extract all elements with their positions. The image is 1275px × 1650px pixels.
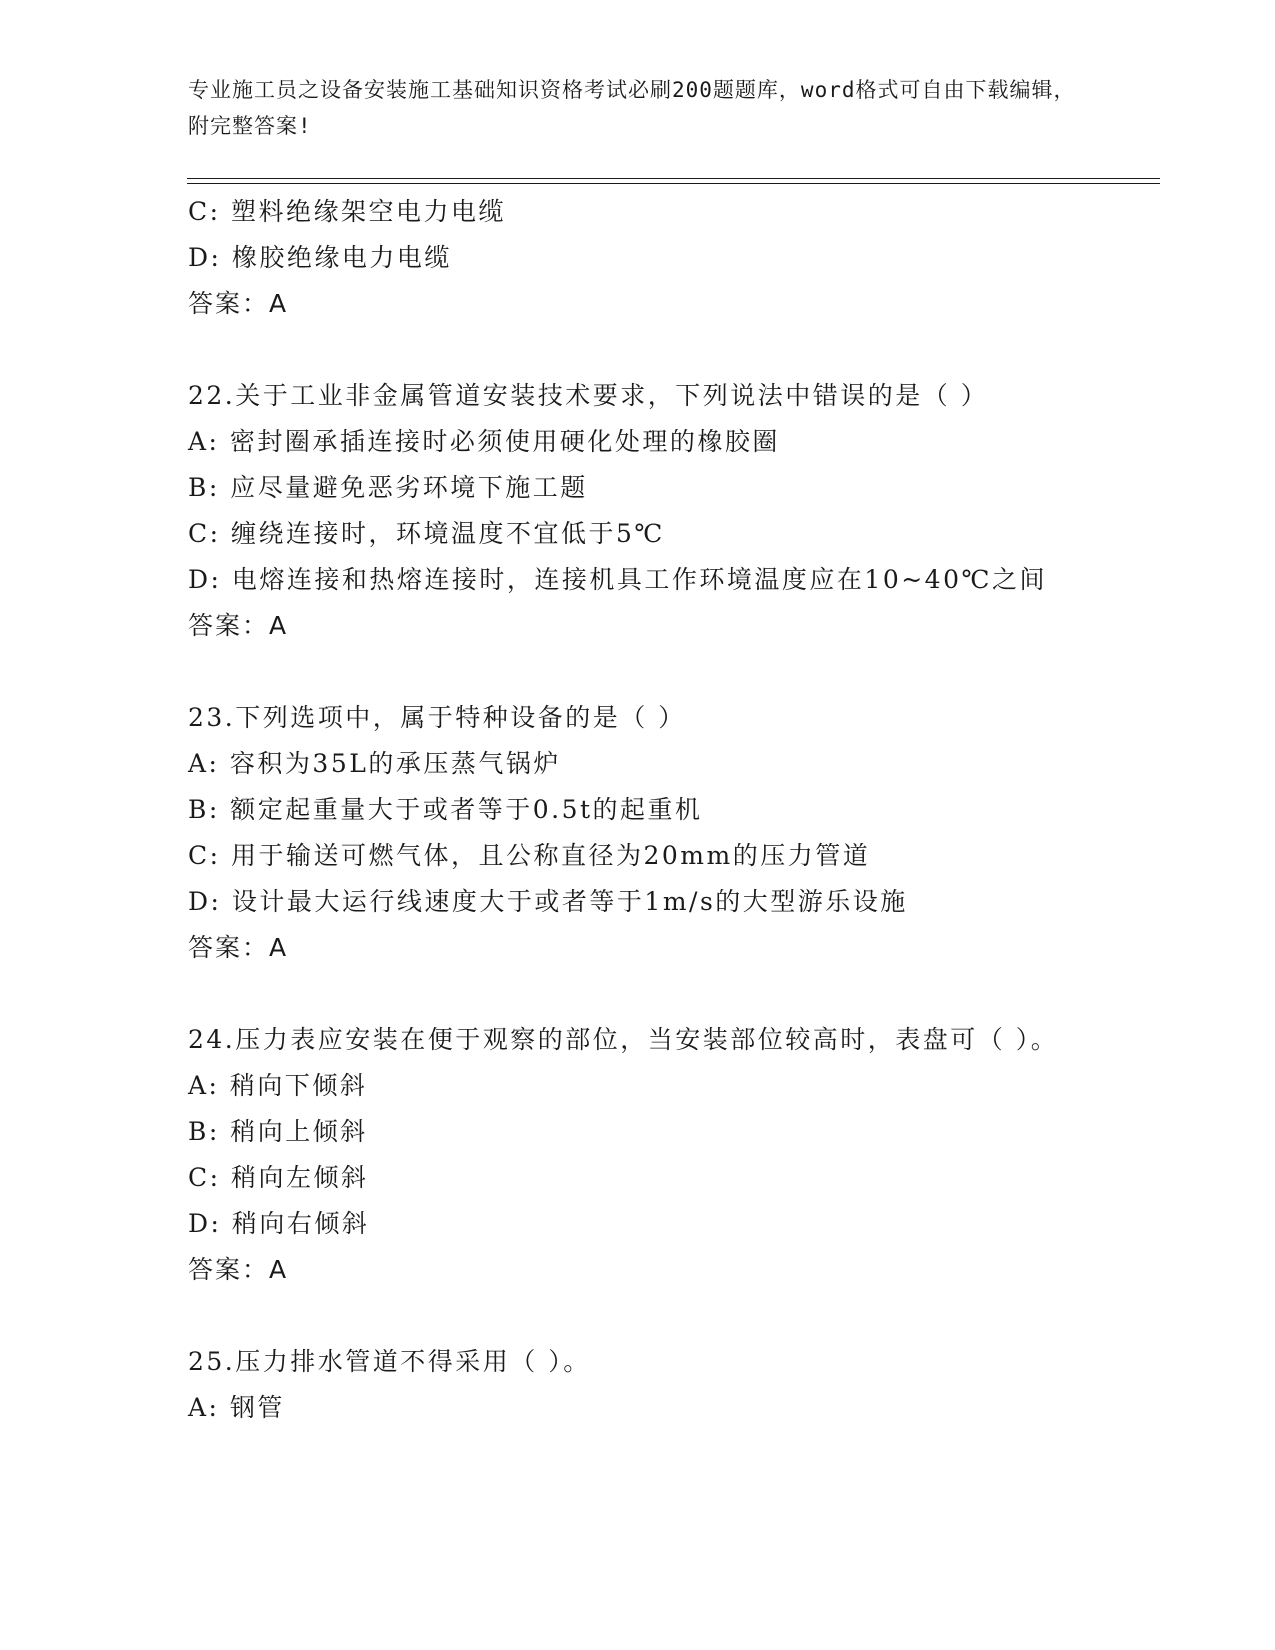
header-rule-bottom	[187, 183, 1160, 184]
header-rule-top	[187, 178, 1160, 179]
question-block-previous	[188, 189, 1088, 327]
option-b: B: 额定起重量大于或者等于0.5t的起重机	[188, 795, 703, 824]
option-c: C: 稍向左倾斜	[188, 1163, 369, 1192]
answer-line: 答案：A	[188, 933, 289, 962]
option-d: D: 稍向右倾斜	[188, 1209, 370, 1238]
document-header: 专业施工员之设备安装施工基础知识资格考试必刷200题题库，word格式可自由下载编辑，附完整答案!	[188, 78, 1076, 138]
question-stem: 25.压力排水管道不得采用（ ）。	[188, 1347, 591, 1376]
option-c: C: 用于输送可燃气体，且公称直径为20mm的压力管道	[188, 841, 871, 870]
option-d: D: 橡胶绝缘电力电缆	[188, 243, 452, 272]
question-stem: 23.下列选项中，属于特种设备的是（ ）	[188, 703, 686, 732]
question-block-25	[188, 1339, 1088, 1431]
option-b: B: 应尽量避免恶劣环境下施工题	[188, 473, 588, 502]
answer-line: 答案：A	[188, 611, 289, 640]
spacer	[188, 971, 1088, 1017]
question-block-23	[188, 695, 1088, 971]
answer-line: 答案：A	[188, 289, 289, 318]
spacer	[188, 649, 1088, 695]
question-list	[188, 189, 1088, 1431]
option-d: D: 电熔连接和热熔连接时，连接机具工作环境温度应在10~40℃之间	[188, 565, 1047, 594]
question-stem: 24.压力表应安装在便于观察的部位，当安装部位较高时，表盘可（ ）。	[188, 1025, 1059, 1054]
question-block-22	[188, 373, 1088, 649]
option-a: A: 密封圈承插连接时必须使用硬化处理的橡胶圈	[188, 427, 780, 456]
question-stem: 22.关于工业非金属管道安装技术要求，下列说法中错误的是（ ）	[188, 381, 989, 410]
option-a: A: 容积为35L的承压蒸气锅炉	[188, 749, 561, 778]
option-c: C: 塑料绝缘架空电力电缆	[188, 197, 506, 226]
question-block-24	[188, 1017, 1088, 1293]
option-a: A: 钢管	[188, 1393, 285, 1422]
option-d: D: 设计最大运行线速度大于或者等于1m/s的大型游乐设施	[188, 887, 908, 916]
option-c: C: 缠绕连接时，环境温度不宜低于5℃	[188, 519, 665, 548]
answer-line: 答案：A	[188, 1255, 289, 1284]
option-b: B: 稍向上倾斜	[188, 1117, 368, 1146]
spacer	[188, 1293, 1088, 1339]
option-a: A: 稍向下倾斜	[188, 1071, 368, 1100]
spacer	[188, 327, 1088, 373]
